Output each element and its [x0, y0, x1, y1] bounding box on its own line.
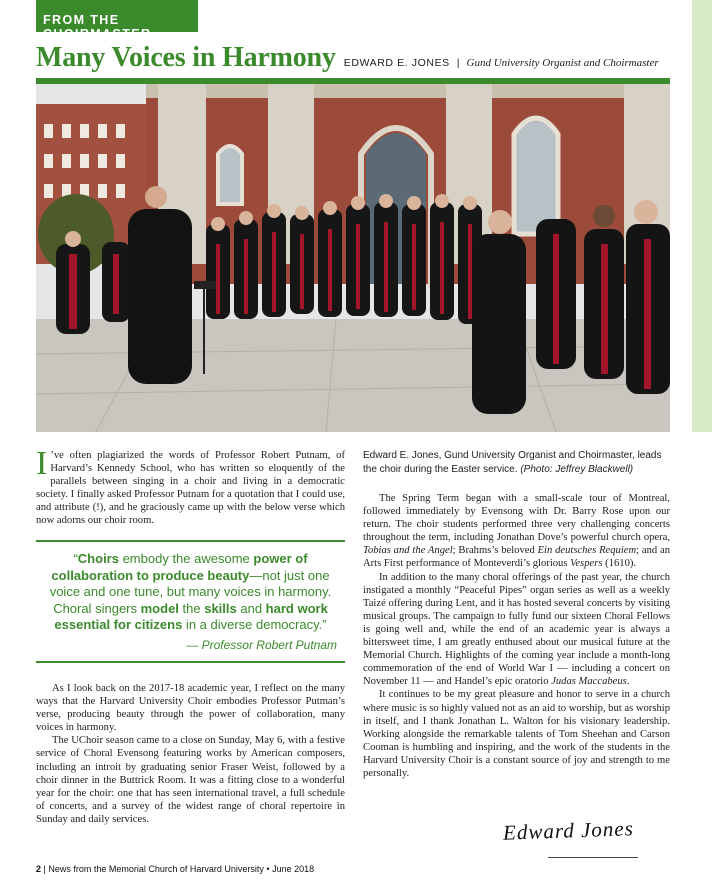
front-singer-2-stole	[553, 234, 559, 364]
pull-quote-top-rule	[36, 540, 345, 542]
pull-quote-s4: —not just one voice and one tune, but many voices in harmony.	[49, 567, 332, 600]
left-window	[218, 146, 242, 204]
headline: Many Voices in Harmony	[36, 42, 336, 73]
pull-quote-s2: embody the awesome	[118, 551, 254, 566]
front-singer-1-face	[488, 210, 512, 234]
p1-title-tobias: Tobias and the Angel	[363, 545, 453, 557]
left-singer-1-face	[65, 231, 81, 247]
right-paragraph-3: It continues to be my great pleasure and honor to serve in a church where music is so highly valued not as an aid to worship, but as worship in itself, and I thank Jonathan L. Walton for his visionary leadership. Working alongside the remarkable talents of Tom Sheehan and Carson Cooman is humbling and inspiring, and the work of the students in the Harvard University Choir is a constant source of joy and strength to me personally.	[363, 689, 670, 779]
right-column-text	[363, 492, 670, 780]
pull-quote-s6: model	[140, 600, 179, 616]
p2-c: .	[626, 676, 630, 688]
pull-quote-s11: in a diverse democracy.”	[182, 617, 327, 633]
signature: Edward Jones	[502, 816, 635, 845]
pull-quote-bottom-rule	[36, 661, 345, 663]
choir-photo-illustration	[36, 84, 670, 432]
left-paragraph: The UChoir season came to a close on Sunday, May 6, with a festive service of Choral Evensong featuring works by American composers, including an introit by graduating senior Fraser Weist, followed by a choir dinner in the Buttrick Room. It was a fitting close to a wonderful year for the choir: one that has seen international travel, a full schedule of concerts, and a survey of the widest range of choral repertoire in Sunday and daily services.	[36, 735, 345, 825]
caption-text: Edward E. Jones, Gund University Organist and Choirmaster, leads the choir during the Easter service.	[363, 450, 662, 475]
pull-quote-s8: skills	[204, 600, 237, 616]
cornice	[146, 84, 670, 98]
right-paragraph-1	[363, 492, 670, 571]
left-column-text	[36, 682, 345, 826]
byline-name: EDWARD E. JONES	[343, 57, 450, 69]
p2-a: In addition to the many choral offerings of the past year, the church instigated a monthly “Peaceful Pipes” organ series as well as a weekly Taizé offering during Lent, and it has hosted several concerts by visiting musical groups. The campaign to fully fund our sixteen Choral Fellows is going well and, while the end of an academic year is always a bittersweet time, I am greatly enthused about our musical future at the Memorial Church. Highlights of the coming year include a month-long commemoration of the end of World War I — including a concert on November 11 — and Handel’s epic oratorio	[363, 571, 670, 688]
side-color-tab	[692, 0, 712, 432]
p1-title-vespers: Vespers	[570, 558, 603, 570]
conductor	[128, 209, 192, 384]
signature-underline	[548, 857, 638, 858]
left-paragraph: As I look back on the 2017-18 academic year, I reflect on the many ways that the Harvard University Choir embodies Professor Putman’s verse, producing beauty through the power of collaboration, many voices in harmony.	[36, 683, 345, 734]
front-singer-3-stole	[601, 244, 608, 374]
pull-quote	[36, 551, 345, 634]
conductor-face	[145, 186, 167, 208]
intro-paragraph	[36, 445, 345, 528]
p1-a: The Spring Term began with a small-scale tour of Montreal, followed immediately by Evensong with Dr. Barry Rose upon our return. The choir students performed three very challenging concerts throughout the term, including Jonathan Dove’s powerful church opera,	[363, 493, 670, 544]
pull-quote-s1: Choirs	[77, 551, 119, 566]
p1-g: (1610).	[602, 558, 637, 570]
left-singer-2-stole	[113, 254, 119, 314]
pull-quote-open: “	[73, 551, 78, 566]
front-singer-3-face	[593, 205, 615, 227]
choir-photo	[36, 84, 670, 432]
pull-quote-author: — Professor Robert Putnam	[186, 638, 337, 652]
byline-separator: |	[456, 57, 460, 69]
pull-quote-s5: Choral singers	[53, 600, 141, 616]
pull-quote-s7: the	[178, 600, 205, 616]
page-footer	[36, 864, 314, 874]
front-singer-4-face	[634, 200, 658, 224]
pull-quote-s3: power of collaboration to produce beauty	[51, 551, 308, 583]
photo-caption	[363, 449, 672, 476]
footer-text: | News from the Memorial Church of Harvard University • June 2018	[41, 864, 315, 874]
page-number: 2	[36, 864, 42, 874]
pull-quote-s9: and	[236, 600, 266, 616]
arched-window	[514, 118, 558, 234]
pull-quote-s10: hard work essential for citizens	[54, 600, 328, 633]
p2-title-judas: Judas Maccabeus	[551, 676, 627, 688]
intro-text: ’ve often plagiarized the words of Professor Robert Putnam, of Harvard’s Kennedy School, who has written so eloquently of the parallels between singing in a choir and living in a democratic society. I finally asked Professor Putnam for a quotation that I could use, and attribute (!), and he graciously came up with the below verse which now adorns our choir room.	[36, 450, 345, 527]
right-paragraph-2	[363, 571, 670, 689]
front-singer-1	[472, 234, 526, 414]
p1-e: ; and an Arts First performance of Monteverdi’s glorious	[363, 545, 670, 570]
headline-row	[36, 42, 670, 74]
drop-cap: I	[36, 445, 48, 482]
caption-credit: (Photo: Jeffrey Blackwell)	[520, 463, 634, 475]
front-singer-4-stole	[644, 239, 651, 389]
section-label: FROM THE CHOIRMASTER	[36, 0, 198, 32]
music-stand-desk	[194, 281, 216, 289]
left-singer-1-stole	[69, 254, 77, 329]
byline-role: Gund University Organist and Choirmaster	[466, 57, 659, 69]
p1-c: ; Brahms’s beloved	[452, 545, 538, 557]
p1-title-requiem: Ein deutsches Requiem	[537, 545, 637, 557]
